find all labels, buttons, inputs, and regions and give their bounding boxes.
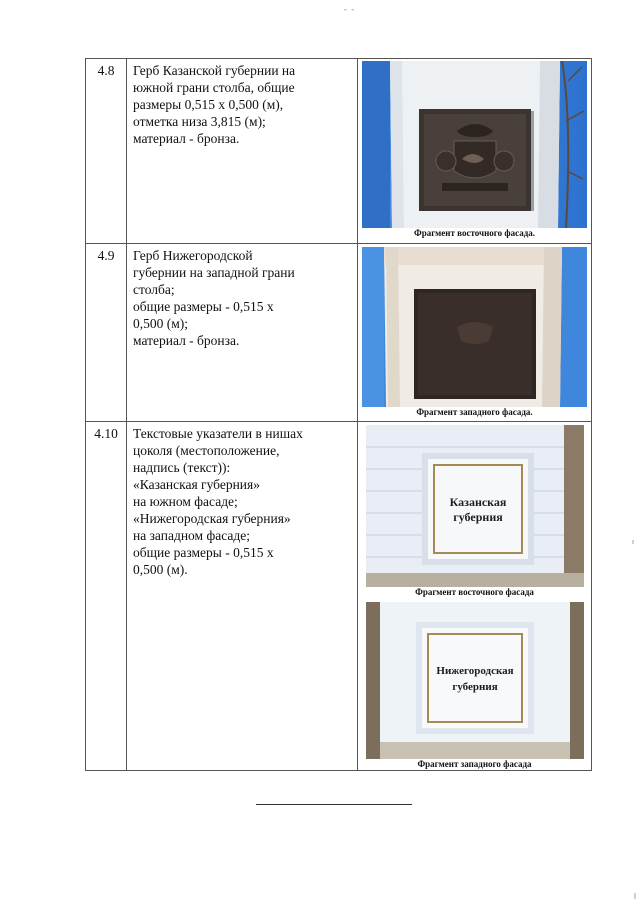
features-table [85,58,592,771]
plaque-text: губерния [451,681,498,693]
desc-line: Текстовые указатели в нишах [133,426,303,441]
photo-cell [358,422,592,771]
end-separator-line [256,804,412,805]
row-description [127,59,358,244]
plaque-text: Казанская [449,495,506,509]
desc-line: 0,500 (м). [133,562,188,577]
desc-line: надпись (текст)): [133,460,231,475]
row-number: 4.8 [86,59,127,244]
plaque-text: губерния [452,510,503,524]
desc-line: столба; [133,282,175,297]
desc-line: южной грани столба, общие [133,80,295,95]
text-plaque-nizhny-photo [366,602,584,759]
desc-line: размеры 0,515 х 0,500 (м), [133,97,284,112]
photo-caption: Фрагмент западного фасада. [416,407,533,417]
page-mark: - - [344,4,356,14]
desc-line: 0,500 (м); [133,316,189,331]
plaque-text: Нижегородская [435,665,514,677]
table-row [86,244,592,422]
photo-caption: Фрагмент восточного фасада. [413,228,536,238]
desc-line: губернии на западной грани [133,265,295,280]
table-row [86,59,592,244]
desc-line: цоколя (местоположение, [133,443,280,458]
row-number: 4.10 [86,422,127,771]
table-row [86,422,592,771]
coat-of-arms-kazan-photo [362,61,587,228]
text-plaque-kazan-photo [366,425,584,587]
desc-line: «Нижегородская губерния» [133,511,291,526]
row-description [127,244,358,422]
desc-line: отметка низа 3,815 (м); [133,114,266,129]
scan-mark [632,540,634,544]
photo-cell [358,59,592,244]
desc-line: Герб Нижегородской [133,248,253,263]
desc-line: на западном фасаде; [133,528,250,543]
row-number: 4.9 [86,244,127,422]
row-description [127,422,358,771]
desc-line: Герб Казанской губернии на [133,63,296,78]
desc-line: общие размеры - 0,515 х [133,299,274,314]
desc-line: «Казанская губерния» [133,477,260,492]
desc-line: общие размеры - 0,515 х [133,545,274,560]
desc-line: материал - бронза. [133,131,240,146]
desc-line: материал - бронза. [133,333,240,348]
photo-caption: Фрагмент западного фасада [417,759,532,769]
coat-of-arms-nizhny-photo [362,247,587,407]
scan-mark [634,893,636,899]
photo-cell [358,244,592,422]
photo-caption: Фрагмент восточного фасада [415,587,534,597]
desc-line: на южном фасаде; [133,494,238,509]
